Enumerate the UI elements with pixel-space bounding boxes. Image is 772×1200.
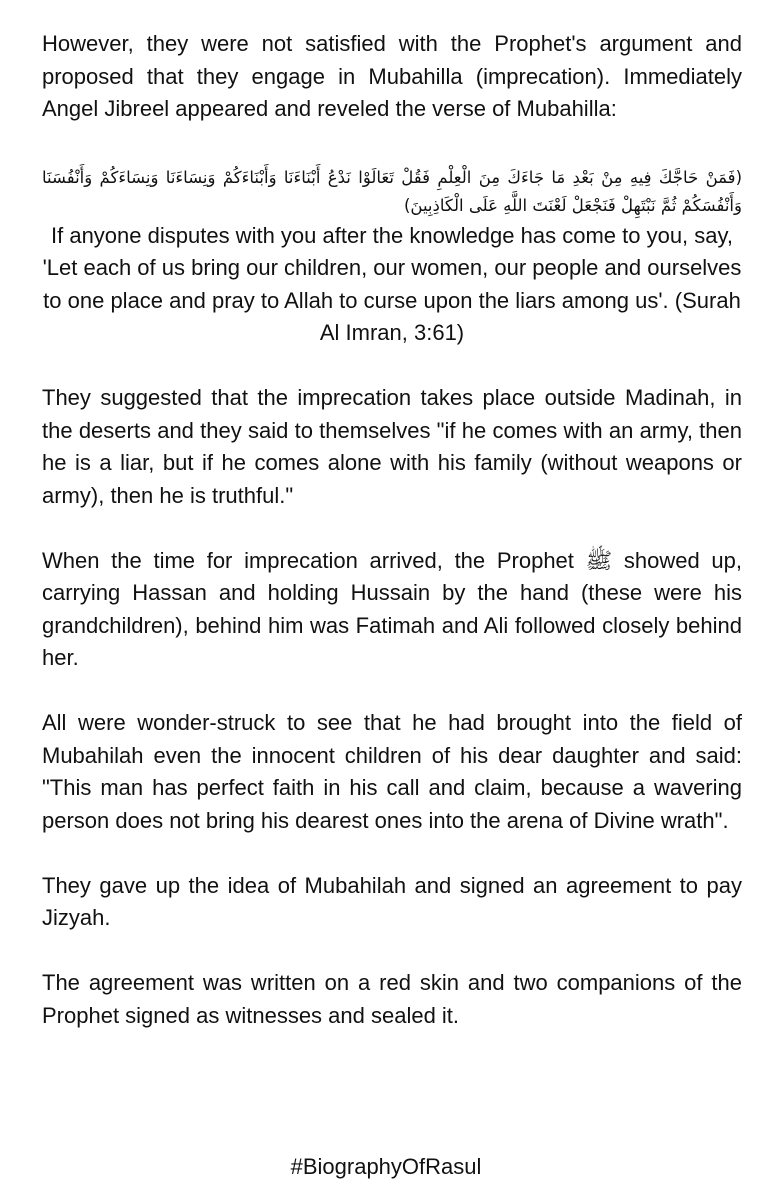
paragraph-wonder: All were wonder-struck to see that he had brought into the field of Mubahilah even the innocent children of his dear daughter and said: "This man has perfect faith in his call and claim, because a wavering person does not bring his dearest ones into the arena of Divine wrath". xyxy=(42,710,742,833)
paragraph-intro: However, they were not satisfied with the Prophet's argument and proposed that they engage in Mubahilla (imprecation). Immediately Angel Jibreel appeared and reveled the verse of Mubahilla: xyxy=(42,31,742,121)
paragraph-spacer xyxy=(42,675,742,708)
paragraph-spacer xyxy=(42,512,742,545)
paragraph-suggestion: They suggested that the imprecation takes place outside Madinah, in the deserts and they said to themselves "if he comes with an army, then he is a liar, but if he comes alone with his family (without weapons or army), then he is truthful." xyxy=(42,385,742,508)
quran-verse-translation: If anyone disputes with you after the knowledge has come to you, say, 'Let each of us bring our children, our women, our people and ourselves to one place and pray to Allah to curse upon the liars among us'. (Surah Al Imran, 3:61) xyxy=(42,222,742,345)
quran-verse-arabic-text: فَمَنْ حَاجَّكَ فِيهِ مِنْ بَعْدِ مَا جَاءَكَ مِنَ الْعِلْمِ فَقُلْ تَعَالَوْا نَدْعُ أَبْنَاءَنَا وَأَبْنَاءَكُمْ وَنِسَاءَنَا وَنِسَاءَكُمْ وَأَنْفُسَنَا وَأَنْفُسَكُمْ ثُمَّ نَبْتَهِلْ فَنَجْعَلْ لَعْنَتَ اللَّهِ عَلَى الْكَاذِبِينَ xyxy=(42,167,742,215)
hashtag-link[interactable]: #BiographyOfRasul xyxy=(290,1154,482,1179)
paragraph-gave-up: They gave up the idea of Mubahilah and signed an agreement to pay Jizyah. xyxy=(42,872,742,930)
paragraph-agreement: The agreement was written on a red skin and two companions of the Prophet signed as witnesses and sealed it. xyxy=(42,970,742,1028)
article-body xyxy=(42,28,742,1032)
paragraph-arrival: When the time for imprecation arrived, the Prophet ﷺ showed up, carrying Hassan and holding Hussain by the hand (these were his grandchildren), behind him was Fatimah and Ali followed closely behind her. xyxy=(42,547,742,670)
paragraph-spacer xyxy=(42,350,742,383)
quran-verse-arabic: (فَمَنْ حَاجَّكَ فِيهِ مِنْ بَعْدِ مَا جَاءَكَ مِنَ الْعِلْمِ فَقُلْ تَعَالَوْا نَدْعُ أَبْنَاءَنَا وَأَبْنَاءَكُمْ وَنِسَاءَنَا وَنِسَاءَكُمْ وَأَنْفُسَنَا وَأَنْفُسَكُمْ ثُمَّ نَبْتَهِلْ فَنَجْعَلْ لَعْنَتَ اللَّهِ عَلَى الْكَاذِبِينَ) xyxy=(42,167,742,215)
paragraph-spacer xyxy=(42,837,742,870)
paragraph-spacer xyxy=(42,935,742,968)
